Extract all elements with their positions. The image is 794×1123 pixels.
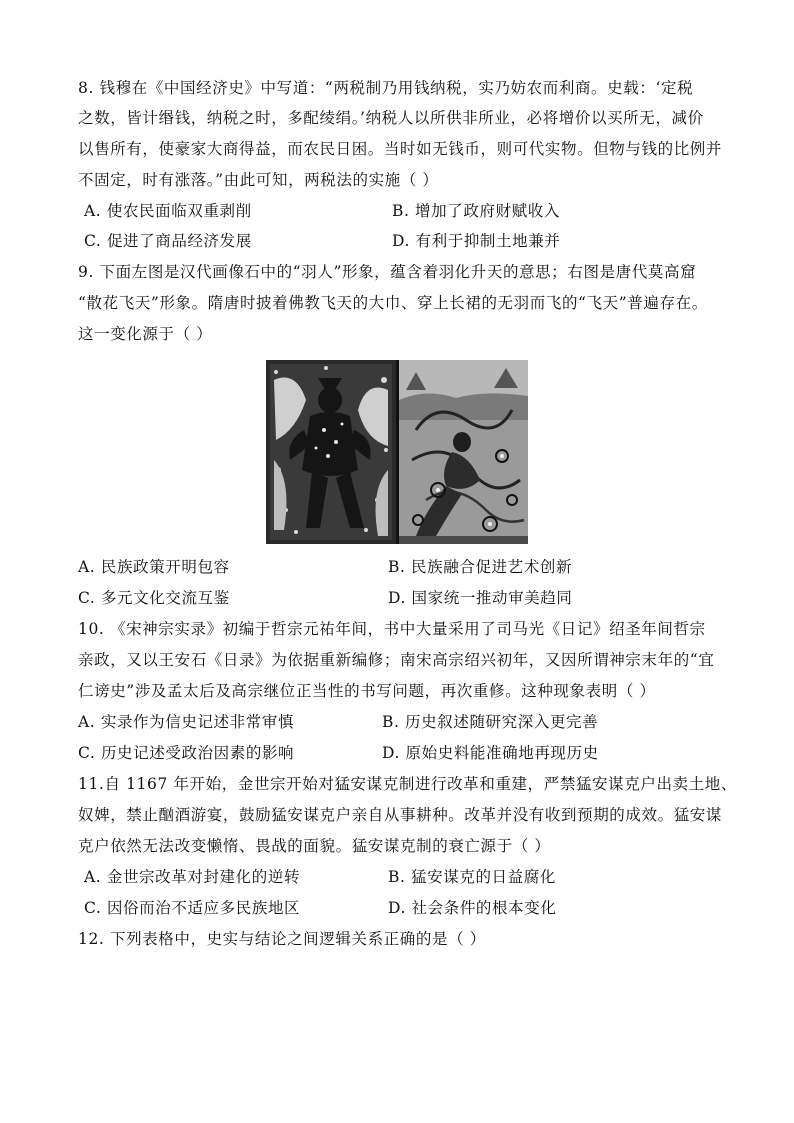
q10-line-2: 亲政，又以王安石《日录》为依据重新编修；南宋高宗绍兴初年，又因所谓神宗末年的“宜 xyxy=(78,651,715,669)
q11-option-a: A. 金世宗改革对封建化的逆转 xyxy=(84,868,301,886)
q12-line-1: 12. 下列表格中，史实与结论之间逻辑关系正确的是（ ） xyxy=(78,930,486,948)
q11-line-3: 克户依然无法改变懒惰、畏战的面貌。猛安谋克制的衰亡源于（ ） xyxy=(78,837,551,855)
q10-option-b: B. 历史叙述随研究深入更完善 xyxy=(382,713,599,731)
q10-line-1: 10. 《宋神宗实录》初编于哲宗元祐年间，书中大量采用了司马光《日记》绍圣年间哲宗 xyxy=(78,620,706,638)
q11-option-c: C. 因俗而治不适应多民族地区 xyxy=(84,899,301,917)
q9-line-3: 这一变化源于（ ） xyxy=(78,325,213,343)
q9-line-1: 9. 下面左图是汉代画像石中的“羽人”形象，蕴含着羽化升天的意思；右图是唐代莫高窟 xyxy=(78,263,697,281)
q11-option-b: B. 猛安谋克的日益腐化 xyxy=(388,868,556,886)
q10-line-3: 仁谤史”涉及孟太后及高宗继位正当性的书写问题，再次重修。这种现象表明（ ） xyxy=(78,682,656,700)
q8-option-a: A. 使农民面临双重剥削 xyxy=(84,202,252,220)
dunhuang-flying-apsara-image xyxy=(399,360,528,544)
q9-figure xyxy=(266,360,528,544)
q11-option-d: D. 社会条件的根本变化 xyxy=(388,899,557,917)
q10-option-c: C. 历史记述受政治因素的影响 xyxy=(78,744,295,762)
q11-line-1: 11.自 1167 年开始，金世宗开始对猛安谋克制进行改革和重建，严禁猛安谋克户出卖土地、 xyxy=(78,775,737,793)
q9-line-2: “散花飞天”形象。隋唐时披着佛教飞天的大巾、穿上长裙的无羽而飞的“飞天”普遍存在。 xyxy=(78,294,708,312)
q8-line-1: 8. 钱穆在《中国经济史》中写道：“两税制乃用钱纳税，实乃妨农而利商。史载：‘定税 xyxy=(78,79,694,97)
han-feathered-man-image xyxy=(266,360,396,544)
q9-option-a: A. 民族政策开明包容 xyxy=(78,558,230,576)
q11-line-2: 奴婢，禁止酗酒游宴，鼓励猛安谋克户亲自从事耕种。改革并没有收到预期的成效。猛安谋 xyxy=(78,806,723,824)
q8-option-c: C. 促进了商品经济发展 xyxy=(84,232,252,250)
q10-option-a: A. 实录作为信史记述非常审慎 xyxy=(78,713,295,731)
q9-option-d: D. 国家统一推动审美趋同 xyxy=(388,589,573,607)
q8-line-4: 不固定，时有涨落。”由此可知，两税法的实施（ ） xyxy=(78,171,439,189)
q9-option-b: B. 民族融合促进艺术创新 xyxy=(388,558,573,576)
q9-option-c: C. 多元文化交流互鉴 xyxy=(78,589,230,607)
q8-option-b: B. 增加了政府财赋收入 xyxy=(392,202,560,220)
q8-line-2: 之数，皆计缗钱，纳税之时，多配绫绢。’纳税人以所供非所业，必将增价以买所无，减价 xyxy=(78,109,704,127)
q8-option-d: D. 有利于抑制土地兼并 xyxy=(392,232,561,250)
q8-line-3: 以售所有，使豪家大商得益，而农民日困。当时如无钱币，则可代实物。但物与钱的比例并 xyxy=(78,140,723,158)
q10-option-d: D. 原始史料能准确地再现历史 xyxy=(382,744,599,762)
